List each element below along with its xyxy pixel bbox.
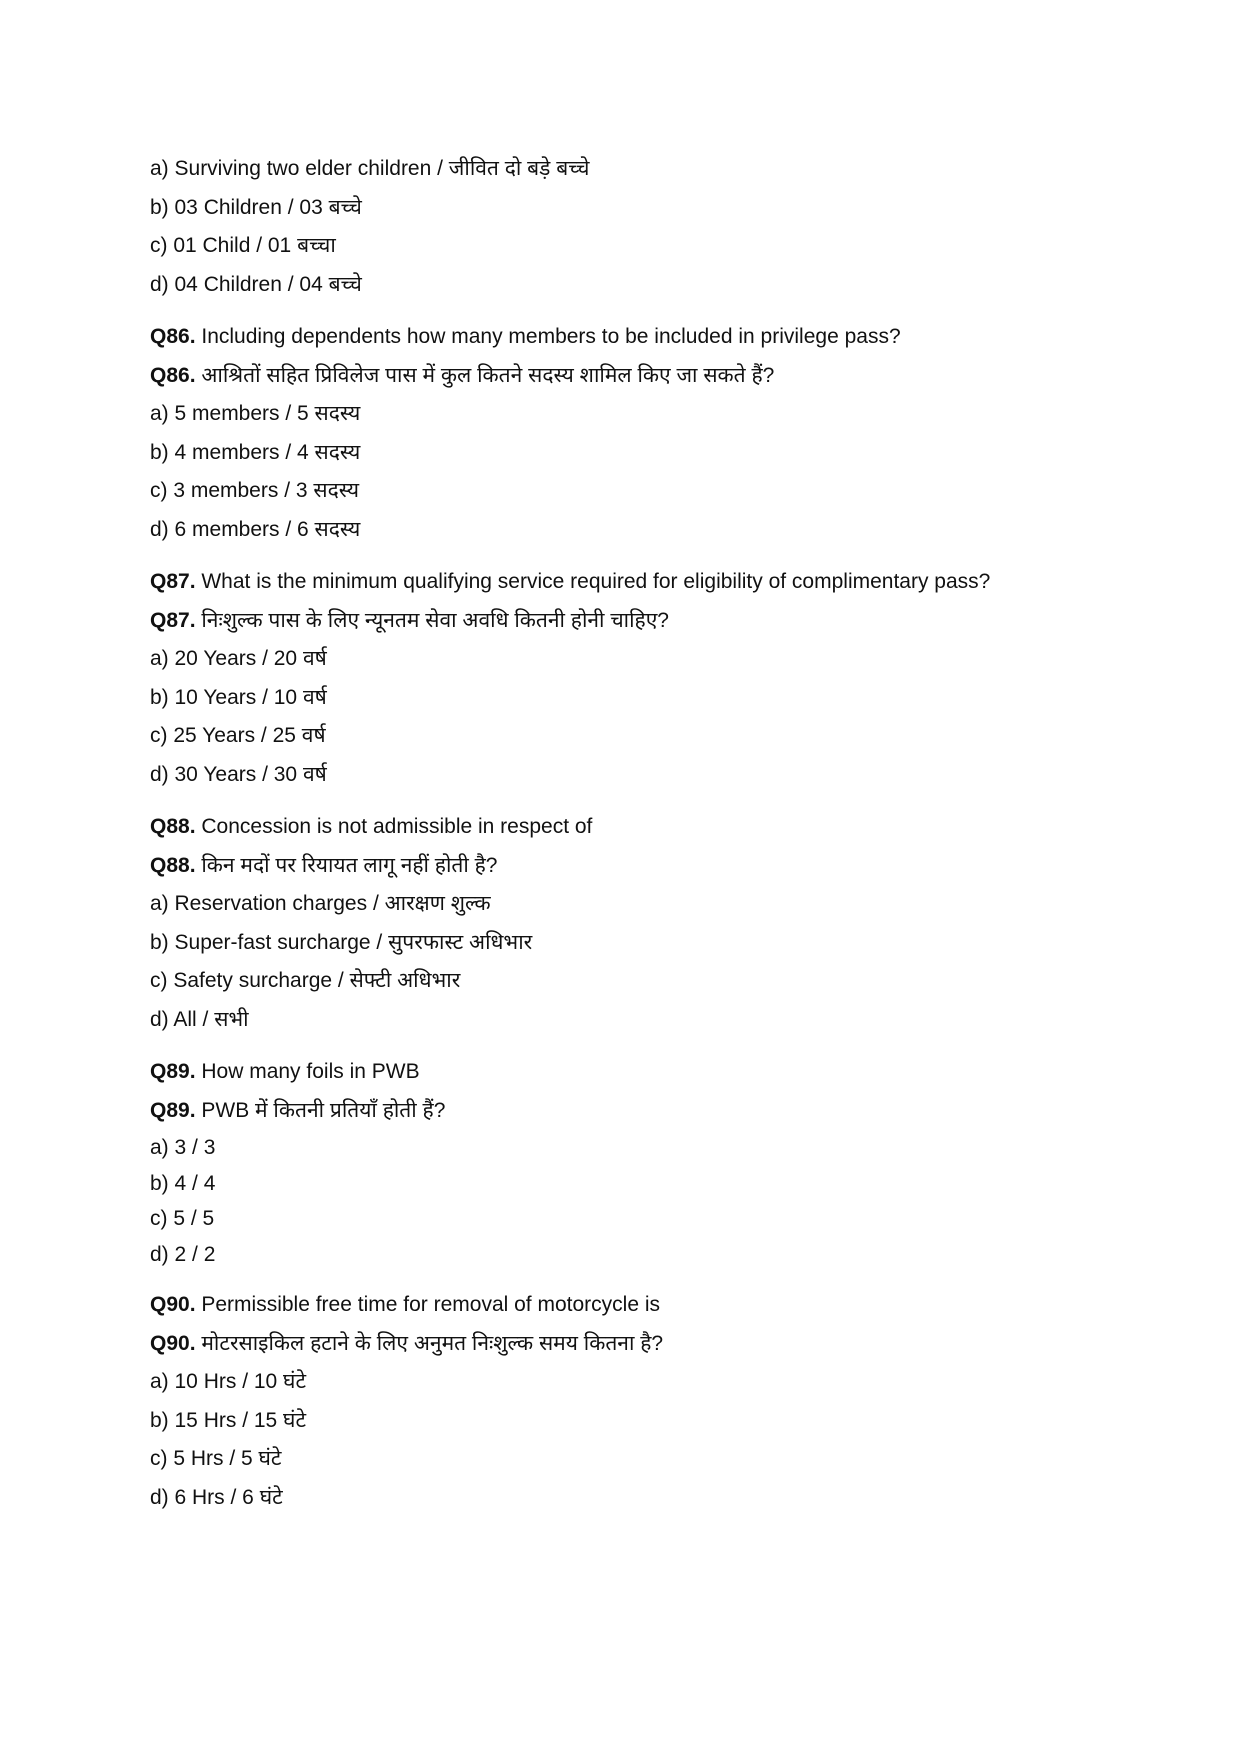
question-number: Q88. xyxy=(150,815,196,838)
document-page xyxy=(150,150,1150,1517)
question-text-en: Q88. Concession is not admissible in respect of xyxy=(150,815,593,838)
question-88 xyxy=(150,808,1150,1039)
question-number: Q86. xyxy=(150,363,196,387)
option-a: a) 3 / 3 xyxy=(150,1136,216,1159)
option-c: c) 25 Years / 25 वर्ष xyxy=(150,724,326,747)
question-number: Q86. xyxy=(150,325,196,348)
option-a: a) Reservation charges / आरक्षण शुल्क xyxy=(150,892,491,915)
question-number: Q89. xyxy=(150,1098,196,1122)
question-text-en: Q86. Including dependents how many members to be included in privilege pass? xyxy=(150,325,901,348)
question-number: Q89. xyxy=(150,1060,196,1083)
question-text-en: Q90. Permissible free time for removal of motorcycle is xyxy=(150,1293,660,1316)
question-text-hi: Q86. आश्रितों सहित प्रिविलेज पास में कुल कितने सदस्य शामिल किए जा सकते हैं? xyxy=(150,363,775,387)
question-text-hi: Q89. PWB में कितनी प्रतियाँ होती हैं? xyxy=(150,1098,446,1122)
question-text-en: Q87. What is the minimum qualifying service required for eligibility of complimentary pass? xyxy=(150,570,991,593)
option-b: b) 4 members / 4 सदस्य xyxy=(150,440,361,464)
option-c: c) 01 Child / 01 बच्चा xyxy=(150,234,336,257)
question-86 xyxy=(150,318,1150,549)
option-a: a) 10 Hrs / 10 घंटे xyxy=(150,1370,307,1393)
question-number: Q90. xyxy=(150,1331,196,1355)
question-87 xyxy=(150,563,1150,794)
option-c: c) 5 / 5 xyxy=(150,1207,215,1230)
question-90 xyxy=(150,1286,1150,1517)
question-text-hi: Q90. मोटरसाइकिल हटाने के लिए अनुमत निःशुल्क समय कितना है? xyxy=(150,1331,664,1355)
question-number: Q87. xyxy=(150,608,196,632)
question-text-hi: Q87. निःशुल्क पास के लिए न्यूनतम सेवा अवधि कितनी होनी चाहिए? xyxy=(150,608,669,632)
question-text-en: Q89. How many foils in PWB xyxy=(150,1060,420,1083)
option-d: d) 6 members / 6 सदस्य xyxy=(150,517,361,541)
question-text-hi: Q88. किन मदों पर रियायत लागू नहीं होती है? xyxy=(150,853,498,877)
question-number: Q87. xyxy=(150,570,196,593)
question-number: Q90. xyxy=(150,1293,196,1316)
option-c: c) Safety surcharge / सेफ्टी अधिभार xyxy=(150,969,461,992)
option-b: b) 10 Years / 10 वर्ष xyxy=(150,685,327,709)
option-d: d) 2 / 2 xyxy=(150,1242,216,1266)
option-d: d) 04 Children / 04 बच्चे xyxy=(150,272,362,296)
option-d: d) 6 Hrs / 6 घंटे xyxy=(150,1485,283,1509)
option-d: d) All / सभी xyxy=(150,1007,249,1031)
question-number: Q88. xyxy=(150,853,196,877)
option-b: b) 15 Hrs / 15 घंटे xyxy=(150,1408,307,1432)
option-c: c) 5 Hrs / 5 घंटे xyxy=(150,1447,282,1470)
option-a: a) Surviving two elder children / जीवित दो बड़े बच्चे xyxy=(150,157,590,180)
question-89 xyxy=(150,1053,1150,1272)
option-b: b) 03 Children / 03 बच्चे xyxy=(150,195,362,219)
option-b: b) 4 / 4 xyxy=(150,1171,216,1195)
option-d: d) 30 Years / 30 वर्ष xyxy=(150,762,327,786)
carryover-options xyxy=(150,150,1150,304)
option-c: c) 3 members / 3 सदस्य xyxy=(150,479,360,502)
option-a: a) 20 Years / 20 वर्ष xyxy=(150,647,327,670)
option-b: b) Super-fast surcharge / सुपरफास्ट अधिभार xyxy=(150,930,533,954)
option-a: a) 5 members / 5 सदस्य xyxy=(150,402,361,425)
